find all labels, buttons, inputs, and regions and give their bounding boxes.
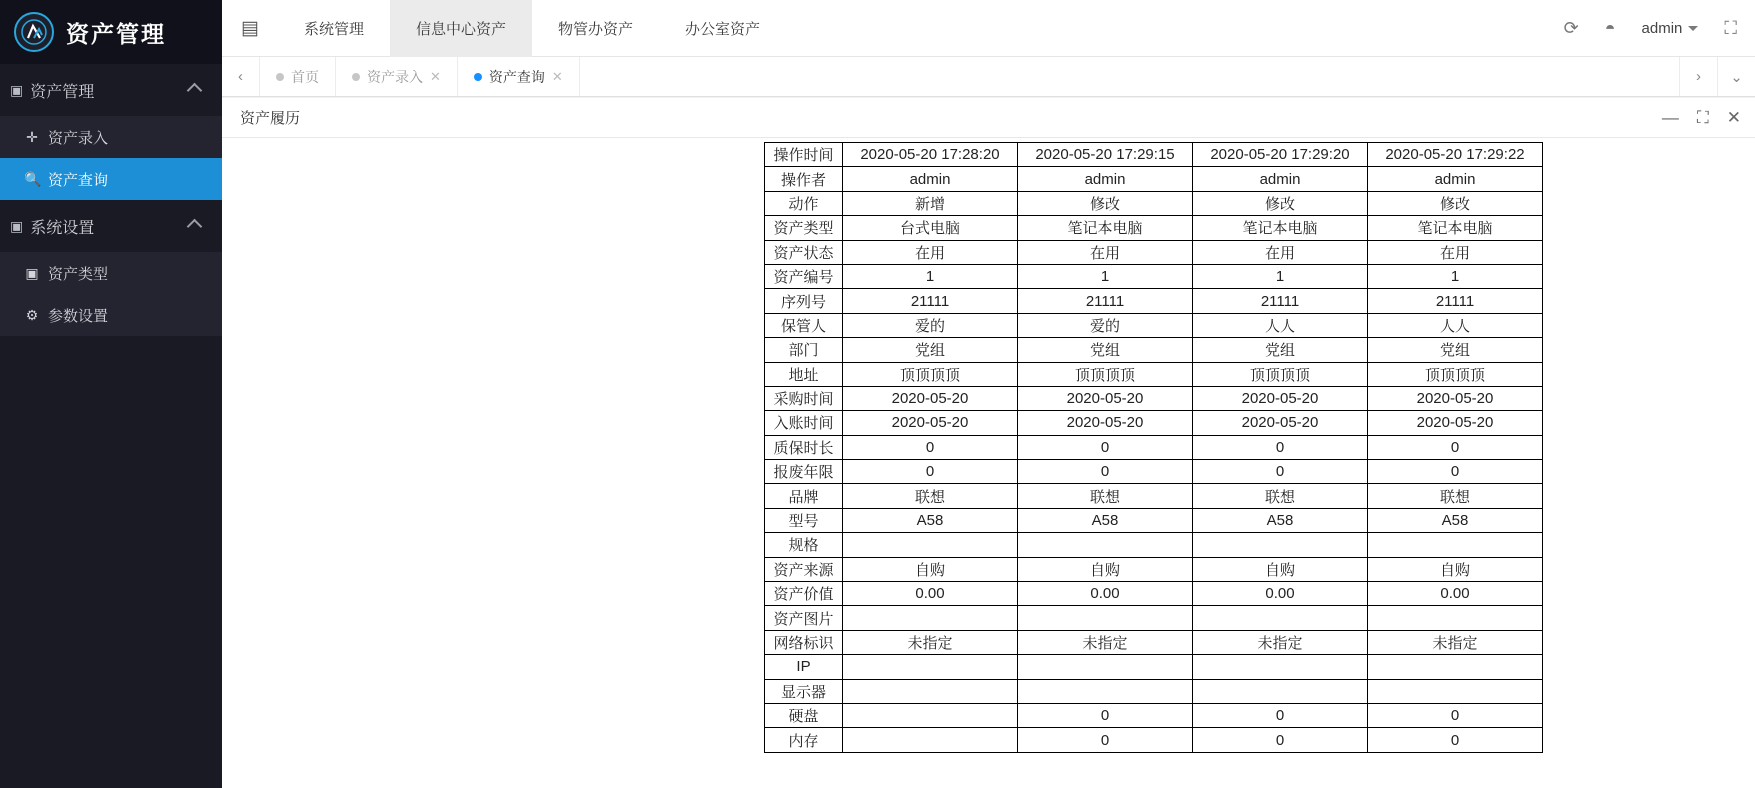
row-label: 资产图片 — [765, 606, 843, 630]
row-value: 2020-05-20 — [1368, 386, 1543, 410]
row-value — [1368, 679, 1543, 703]
table-row — [765, 582, 1543, 606]
row-value: 党组 — [1018, 338, 1193, 362]
row-label: 网络标识 — [765, 630, 843, 654]
table-row — [765, 313, 1543, 337]
row-value — [1018, 655, 1193, 679]
row-value: 顶顶顶顶 — [1193, 362, 1368, 386]
sidebar-item-label: 资产类型 — [48, 265, 109, 283]
row-label: 显示器 — [765, 679, 843, 703]
table-row — [765, 240, 1543, 264]
row-label: 资产类型 — [765, 216, 843, 240]
row-value: 21111 — [1368, 289, 1543, 313]
row-value: 联想 — [1368, 484, 1543, 508]
close-icon[interactable]: ✕ — [551, 68, 563, 84]
topbar-right — [1564, 18, 1755, 39]
row-label: 部门 — [765, 338, 843, 362]
tabstrip — [222, 57, 1755, 97]
tab-property-office-assets[interactable] — [532, 0, 659, 57]
row-value: 未指定 — [1018, 630, 1193, 654]
table-row — [765, 728, 1543, 752]
dialog-body — [222, 139, 1755, 788]
row-value — [843, 728, 1018, 752]
row-value: 2020-05-20 17:29:22 — [1368, 143, 1543, 167]
row-label: 入账时间 — [765, 411, 843, 435]
table-row — [765, 289, 1543, 313]
row-value: 未指定 — [1368, 630, 1543, 654]
sidebar-item-asset-query[interactable] — [0, 158, 222, 200]
row-value: 1 — [1018, 264, 1193, 288]
sidebar-group-items-asset-management — [0, 116, 222, 200]
row-value — [1193, 655, 1368, 679]
row-label: IP — [765, 655, 843, 679]
row-value: 2020-05-20 — [1018, 411, 1193, 435]
row-value: 2020-05-20 — [843, 386, 1018, 410]
row-value: 顶顶顶顶 — [1368, 362, 1543, 386]
row-label: 资产编号 — [765, 264, 843, 288]
table-row — [765, 703, 1543, 727]
row-value: admin — [843, 167, 1018, 191]
table-row — [765, 362, 1543, 386]
row-value: 0 — [1018, 703, 1193, 727]
table-row — [765, 216, 1543, 240]
table-row — [765, 411, 1543, 435]
row-value: 自购 — [1193, 557, 1368, 581]
page-tab-label: 首页 — [291, 68, 319, 85]
row-value: 1 — [843, 264, 1018, 288]
row-value: 1 — [1193, 264, 1368, 288]
row-label: 地址 — [765, 362, 843, 386]
row-value: 0.00 — [1193, 582, 1368, 606]
row-value: A58 — [1193, 508, 1368, 532]
dialog-header — [222, 98, 1755, 138]
user-name: admin — [1641, 19, 1683, 37]
row-value: admin — [1368, 167, 1543, 191]
table-row — [765, 655, 1543, 679]
row-value: 联想 — [1018, 484, 1193, 508]
chevron-up-icon — [187, 82, 203, 98]
row-value — [1193, 606, 1368, 630]
row-value: 0 — [1018, 460, 1193, 484]
row-value: 0 — [1368, 728, 1543, 752]
grid-icon: ▣ — [10, 217, 24, 234]
row-value: 0 — [843, 435, 1018, 459]
chevron-down-icon[interactable]: ⌄ — [1717, 57, 1755, 96]
gear-icon: ⚙ — [25, 306, 39, 323]
dialog-title: 资产履历 — [240, 110, 301, 127]
tab-office-assets[interactable] — [659, 0, 786, 57]
row-value: 未指定 — [843, 630, 1018, 654]
row-label: 资产状态 — [765, 240, 843, 264]
row-value: 爱的 — [843, 313, 1018, 337]
row-value: 0.00 — [1368, 582, 1543, 606]
row-value: 联想 — [1193, 484, 1368, 508]
table-row — [765, 167, 1543, 191]
row-label: 规格 — [765, 533, 843, 557]
tab-label: 系统管理 — [304, 20, 365, 38]
asset-history-table — [764, 142, 1543, 753]
row-label: 操作者 — [765, 167, 843, 191]
caret-down-icon — [1688, 26, 1698, 31]
row-label: 质保时长 — [765, 435, 843, 459]
sidebar-item-label: 资产录入 — [48, 129, 109, 147]
tabstrip-right — [1679, 57, 1755, 96]
row-value: 2020-05-20 — [843, 411, 1018, 435]
row-value: 0 — [1193, 435, 1368, 459]
grid-icon: ▣ — [25, 264, 39, 281]
row-value — [1018, 533, 1193, 557]
tab-system-management[interactable] — [278, 0, 390, 57]
row-value: 0 — [843, 460, 1018, 484]
table-row — [765, 386, 1543, 410]
sidebar-item-label: 参数设置 — [48, 307, 109, 325]
user-menu[interactable] — [1642, 20, 1699, 37]
sidebar-group-items-system-settings — [0, 252, 222, 336]
row-value: A58 — [1018, 508, 1193, 532]
row-value: 自购 — [1018, 557, 1193, 581]
row-value: 修改 — [1018, 191, 1193, 215]
row-value: 0 — [1018, 435, 1193, 459]
chevron-left-icon[interactable]: ‹ — [222, 57, 260, 96]
row-value: admin — [1193, 167, 1368, 191]
row-value: 爱的 — [1018, 313, 1193, 337]
tab-status-dot — [276, 73, 284, 81]
search-icon: 🔍 — [24, 170, 42, 187]
sidebar-group-asset-management[interactable] — [0, 64, 222, 116]
row-value: 2020-05-20 17:28:20 — [843, 143, 1018, 167]
maximize-icon[interactable]: ⛶ — [1696, 108, 1709, 127]
grid-icon: ▣ — [10, 81, 24, 98]
refresh-icon[interactable]: ⟳ — [1563, 17, 1579, 38]
page-tab-home[interactable] — [260, 57, 336, 96]
row-label: 品牌 — [765, 484, 843, 508]
topbar — [222, 0, 1755, 57]
row-value: 0 — [1368, 435, 1543, 459]
page-tab-asset-query[interactable] — [458, 57, 580, 96]
row-value: 新增 — [843, 191, 1018, 215]
row-value: 0 — [1193, 703, 1368, 727]
row-value — [843, 679, 1018, 703]
sidebar-group-label: 资产管理 — [30, 83, 95, 101]
row-value: 修改 — [1193, 191, 1368, 215]
row-value: 未指定 — [1193, 630, 1368, 654]
row-value — [1368, 533, 1543, 557]
row-value: 2020-05-20 — [1193, 386, 1368, 410]
row-value: 笔记本电脑 — [1018, 216, 1193, 240]
page-tab-asset-entry[interactable] — [336, 57, 458, 96]
row-value: 党组 — [843, 338, 1018, 362]
row-label: 序列号 — [765, 289, 843, 313]
row-value: 2020-05-20 17:29:20 — [1193, 143, 1368, 167]
sidebar-group-label: 系统设置 — [30, 219, 95, 237]
row-value: A58 — [843, 508, 1018, 532]
brand — [0, 0, 222, 64]
row-value: 在用 — [1018, 240, 1193, 264]
table-row — [765, 143, 1543, 167]
row-value — [843, 655, 1018, 679]
row-label: 动作 — [765, 191, 843, 215]
row-value: 0.00 — [843, 582, 1018, 606]
row-value: 联想 — [843, 484, 1018, 508]
row-value: 人人 — [1193, 313, 1368, 337]
menu-collapse-icon[interactable]: ▤ — [241, 17, 259, 39]
table-row — [765, 533, 1543, 557]
tab-info-center-assets[interactable] — [390, 0, 532, 57]
tab-label: 信息中心资产 — [416, 20, 507, 38]
row-value: 自购 — [843, 557, 1018, 581]
row-value — [1368, 655, 1543, 679]
table-row — [765, 557, 1543, 581]
row-value — [843, 533, 1018, 557]
table-row — [765, 191, 1543, 215]
sidebar-item-asset-entry[interactable] — [0, 116, 222, 158]
tab-label: 物管办资产 — [558, 20, 634, 38]
row-value: 在用 — [1193, 240, 1368, 264]
row-value: 21111 — [843, 289, 1018, 313]
tab-label: 办公室资产 — [685, 20, 761, 38]
row-value: 修改 — [1368, 191, 1543, 215]
sidebar-item-asset-type[interactable] — [0, 252, 222, 294]
sidebar — [0, 0, 222, 788]
table-row — [765, 679, 1543, 703]
row-value: 0 — [1193, 728, 1368, 752]
row-value: admin — [1018, 167, 1193, 191]
plus-square-icon: ✛ — [26, 128, 38, 145]
row-value: 自购 — [1368, 557, 1543, 581]
brand-title: 资产管理 — [66, 20, 166, 47]
row-value: 人人 — [1368, 313, 1543, 337]
row-value: 0.00 — [1018, 582, 1193, 606]
row-label: 型号 — [765, 508, 843, 532]
page-tab-label: 资产录入 — [367, 68, 423, 85]
chevron-up-icon — [187, 218, 203, 234]
row-value: 2020-05-20 — [1018, 386, 1193, 410]
page-tab-label: 资产查询 — [488, 68, 545, 85]
asset-history-dialog — [222, 98, 1755, 788]
row-value: 党组 — [1193, 338, 1368, 362]
row-value: 在用 — [1368, 240, 1543, 264]
row-value: 0 — [1368, 703, 1543, 727]
table-row — [765, 460, 1543, 484]
row-value: 0 — [1018, 728, 1193, 752]
row-value: 笔记本电脑 — [1368, 216, 1543, 240]
table-row — [765, 484, 1543, 508]
row-value: 在用 — [843, 240, 1018, 264]
row-label: 硬盘 — [765, 703, 843, 727]
row-value: 0 — [1368, 460, 1543, 484]
row-value: 21111 — [1018, 289, 1193, 313]
row-label: 采购时间 — [765, 386, 843, 410]
row-value — [1193, 533, 1368, 557]
table-row — [765, 264, 1543, 288]
chevron-right-icon[interactable]: › — [1679, 57, 1717, 96]
row-value — [843, 606, 1018, 630]
table-row — [765, 338, 1543, 362]
main-area — [222, 0, 1755, 788]
logo-mark-icon — [14, 12, 54, 52]
row-value: 1 — [1368, 264, 1543, 288]
row-value — [1368, 606, 1543, 630]
close-icon[interactable]: ✕ — [1726, 108, 1741, 127]
sidebar-item-parameter-settings[interactable] — [0, 294, 222, 336]
tab-status-dot — [352, 73, 360, 81]
close-icon[interactable]: ✕ — [430, 68, 441, 84]
row-value — [843, 703, 1018, 727]
palette-icon[interactable]: ◓ — [1604, 17, 1616, 38]
row-label: 资产来源 — [765, 557, 843, 581]
tab-status-dot — [474, 73, 482, 81]
history-table-wrap — [222, 142, 1755, 753]
row-value: 2020-05-20 — [1193, 411, 1368, 435]
row-label: 操作时间 — [765, 143, 843, 167]
topbar-tabs — [278, 0, 786, 57]
row-value — [1018, 606, 1193, 630]
dialog-window-controls — [1662, 109, 1741, 126]
table-row — [765, 435, 1543, 459]
row-value: 顶顶顶顶 — [1018, 362, 1193, 386]
row-value: 党组 — [1368, 338, 1543, 362]
row-label: 保管人 — [765, 313, 843, 337]
row-value: 2020-05-20 17:29:15 — [1018, 143, 1193, 167]
fullscreen-icon[interactable]: ⛶ — [1724, 17, 1737, 38]
row-label: 资产价值 — [765, 582, 843, 606]
sidebar-group-system-settings[interactable] — [0, 200, 222, 252]
table-row — [765, 606, 1543, 630]
row-value: A58 — [1368, 508, 1543, 532]
minimize-icon[interactable]: — — [1661, 108, 1679, 127]
row-value — [1193, 679, 1368, 703]
table-row — [765, 508, 1543, 532]
row-label: 报废年限 — [765, 460, 843, 484]
table-row — [765, 630, 1543, 654]
row-value: 笔记本电脑 — [1193, 216, 1368, 240]
row-value: 0 — [1193, 460, 1368, 484]
row-value: 台式电脑 — [843, 216, 1018, 240]
row-value — [1018, 679, 1193, 703]
row-value: 21111 — [1193, 289, 1368, 313]
row-value: 2020-05-20 — [1368, 411, 1543, 435]
sidebar-item-label: 资产查询 — [48, 171, 109, 189]
row-value: 顶顶顶顶 — [843, 362, 1018, 386]
row-label: 内存 — [765, 728, 843, 752]
